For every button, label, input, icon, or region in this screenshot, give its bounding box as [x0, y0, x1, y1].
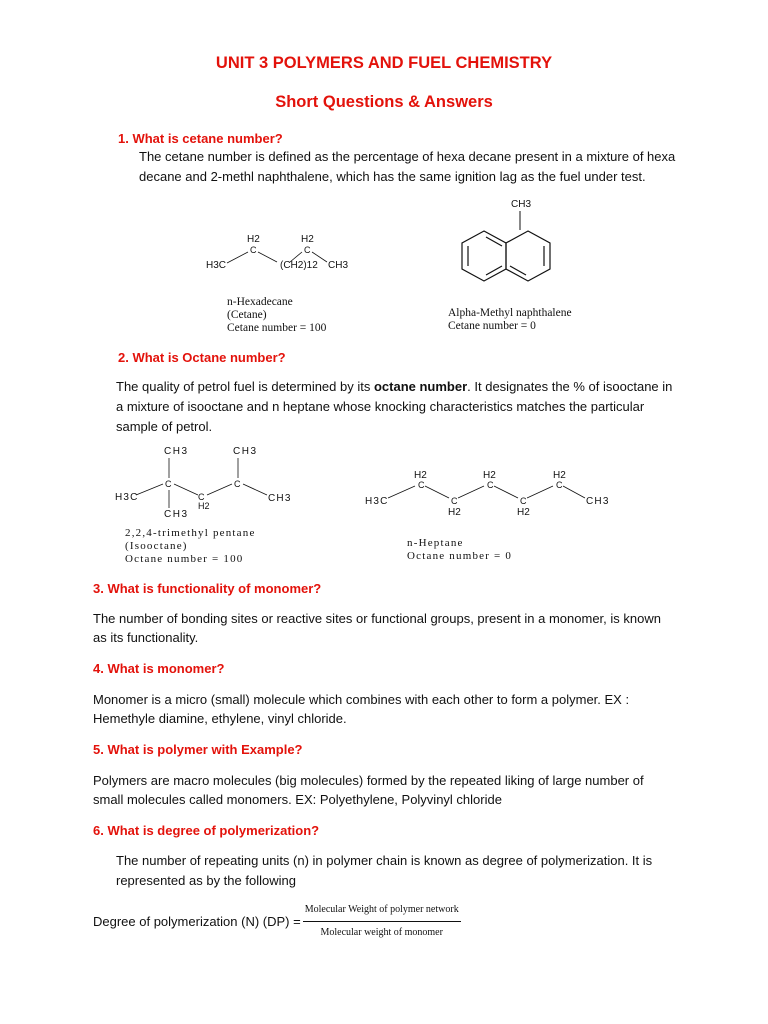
isooctane-ch3-right: CH3 [268, 493, 292, 504]
hexadecane-h2-b: H2 [301, 234, 314, 245]
answer-4-line-1: Monomer is a micro (small) molecule which combines with each other to form a polymer. EX : [93, 692, 630, 707]
answer-6-line-1: The number of repeating units (n) in polymer chain is known as degree of polymerization. It is [116, 853, 653, 868]
page-title: UNIT 3 POLYMERS AND FUEL CHEMISTRY [215, 54, 553, 72]
methylnaphthalene-structure [428, 195, 558, 287]
heptane-h2-2: H2 [448, 507, 461, 518]
question-3: 3. What is functionality of monomer? [93, 581, 322, 596]
octane-number-term: octane number [373, 379, 468, 394]
hexadecane-ch3: CH3 [328, 260, 349, 271]
answer-2-line-1: The quality of petrol fuel is determined by its octane number. It designates the % of isooctane in [116, 379, 673, 394]
left-ring [462, 231, 506, 281]
hexadecane-label-1: n-Hexadecane [227, 296, 293, 308]
isooctane-label-2: (Isooctane) [125, 540, 188, 552]
heptane-ch3: CH3 [586, 496, 610, 507]
hexadecane-c-b: C [304, 245, 311, 255]
heptane-h2-3: H2 [483, 470, 496, 481]
naphthalene-label-1: Alpha-Methyl naphthalene [448, 307, 572, 319]
heptane-h3c: H3C [365, 496, 389, 507]
isooctane-label-1: 2,2,4-trimethyl pentane [125, 527, 256, 539]
isooctane-c1: C [165, 479, 172, 489]
formula-denominator: Molecular weight of monomer [320, 927, 443, 938]
isooctane-structure [112, 442, 302, 522]
isooctane-h3c: H3C [115, 492, 139, 503]
answer-1-line-2: decane and 2-methl naphthalene, which has the same ignition lag as the fuel under test. [139, 169, 646, 184]
isooctane-ch3-top-2: CH3 [233, 446, 258, 457]
answer-3-line-2: as its functionality. [93, 630, 199, 645]
heptane-h2-4: H2 [517, 507, 530, 518]
degree-of-polymerization-formula [93, 900, 461, 943]
hexadecane-label-3: Cetane number = 100 [227, 322, 327, 334]
isooctane-ch3-bottom: CH3 [164, 509, 189, 520]
bond-1 [227, 252, 248, 263]
answer-5-line-1: Polymers are macro molecules (big molecules) formed by the repeated liking of large number of [93, 773, 644, 788]
hexadecane-h2-a: H2 [247, 234, 260, 245]
answer-2-line-3: sample of petrol. [116, 419, 213, 434]
answer-1-line-1: The cetane number is defined as the percentage of hexa decane present in a mixture of hexa [139, 149, 676, 164]
isooctane-h2: H2 [198, 501, 210, 511]
page-subtitle: Short Questions & Answers [275, 93, 493, 111]
question-2: 2. What is Octane number? [118, 350, 286, 365]
hexadecane-h3c: H3C [206, 260, 227, 271]
answer-3-line-1: The number of bonding sites or reactive sites or functional groups, present in a monomer, is known [93, 611, 661, 626]
isooctane-c3: C [234, 479, 241, 489]
naphthalene-ch3: CH3 [511, 199, 532, 210]
hexadecane-ch2: (CH2)12 [280, 260, 318, 271]
formula-fraction [303, 900, 461, 943]
answer-2-line-2: a mixture of isooctane and n heptane whose knocking characteristics matches the particular [116, 399, 645, 414]
answer-6-line-2: represented as by the following [116, 873, 296, 888]
isooctane-ch3-top-1: CH3 [164, 446, 189, 457]
heptane-c-5: C [556, 480, 563, 490]
question-1: 1. What is cetane number? [118, 131, 283, 146]
question-5: 5. What is polymer with Example? [93, 742, 303, 757]
heptane-c-3: C [487, 480, 494, 490]
naphthalene-label-2: Cetane number = 0 [448, 320, 536, 332]
hexadecane-structure [200, 228, 360, 278]
question-6: 6. What is degree of polymerization? [93, 823, 320, 838]
heptane-c-4: C [520, 496, 527, 506]
formula-left: Degree of polymerization (N) (DP) = [93, 913, 301, 929]
heptane-h2-5: H2 [553, 470, 566, 481]
heptane-structure [362, 466, 622, 518]
heptane-c-1: C [418, 480, 425, 490]
heptane-label-2: Octane number = 0 [407, 550, 513, 562]
heptane-c-2: C [451, 496, 458, 506]
hexadecane-c-a: C [250, 245, 257, 255]
answer-4-line-2: Hemethyle diamine, ethylene, vinyl chloride. [93, 711, 347, 726]
hexadecane-label-2: (Cetane) [227, 309, 267, 321]
formula-numerator: Molecular Weight of polymer network [303, 900, 461, 922]
isooctane-label-3: Octane number = 100 [125, 553, 244, 565]
question-4: 4. What is monomer? [93, 661, 225, 676]
heptane-label-1: n-Heptane [407, 537, 464, 549]
bond-2 [258, 252, 277, 262]
answer-5-line-2: small molecules called monomers. EX: Polyethylene, Polyvinyl chloride [93, 792, 502, 807]
heptane-h2-1: H2 [414, 470, 427, 481]
isooctane-c2: C [198, 492, 205, 502]
